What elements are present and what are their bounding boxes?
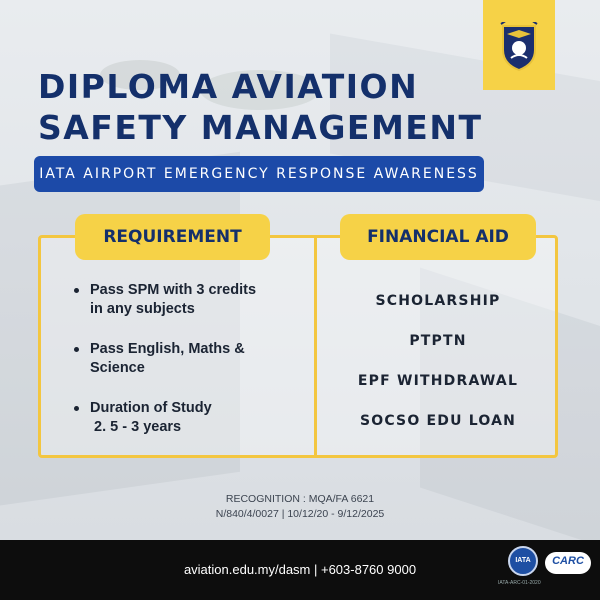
bullet-icon (74, 406, 79, 411)
financial-aid-item: PTPTN (409, 333, 467, 349)
financial-aid-heading: FINANCIAL AID (340, 214, 536, 260)
requirement-item: Pass English, Maths & Science (72, 340, 312, 378)
financial-aid-item: SOCSO EDU LOAN (359, 413, 517, 429)
requirement-item: Duration of Study 2. 5 - 3 years (72, 399, 312, 437)
bullet-icon (74, 288, 79, 293)
iata-logo-icon: IATA (508, 546, 538, 576)
financial-aid-list (318, 288, 558, 448)
recognition-text: RECOGNITION : MQA/FA 6621 N/840/4/0027 | 10/12/20 - 9/12/2025 (215, 493, 385, 520)
requirement-item: Pass SPM with 3 credits in any subjects (72, 281, 312, 319)
requirement-list (72, 281, 312, 458)
title-line-1: DIPLOMA AVIATION (38, 67, 419, 106)
title-line-2: SAFETY MANAGEMENT (38, 108, 483, 147)
financial-aid-item: EPF WITHDRAWAL (357, 373, 519, 389)
subtitle-banner: IATA AIRPORT EMERGENCY RESPONSE AWARENESS (34, 156, 484, 192)
panel-divider (314, 235, 317, 458)
page-title (38, 66, 482, 148)
contact-info[interactable]: aviation.edu.my/dasm | +603-8760 9000 (183, 562, 417, 577)
certification-code: IATA-ARC-01-2020 (498, 580, 541, 586)
university-crest-icon (499, 22, 539, 72)
requirement-heading: REQUIREMENT (75, 214, 270, 260)
financial-aid-item: SCHOLARSHIP (375, 293, 501, 309)
carc-logo-icon: CARC (545, 552, 591, 574)
bullet-icon (74, 347, 79, 352)
